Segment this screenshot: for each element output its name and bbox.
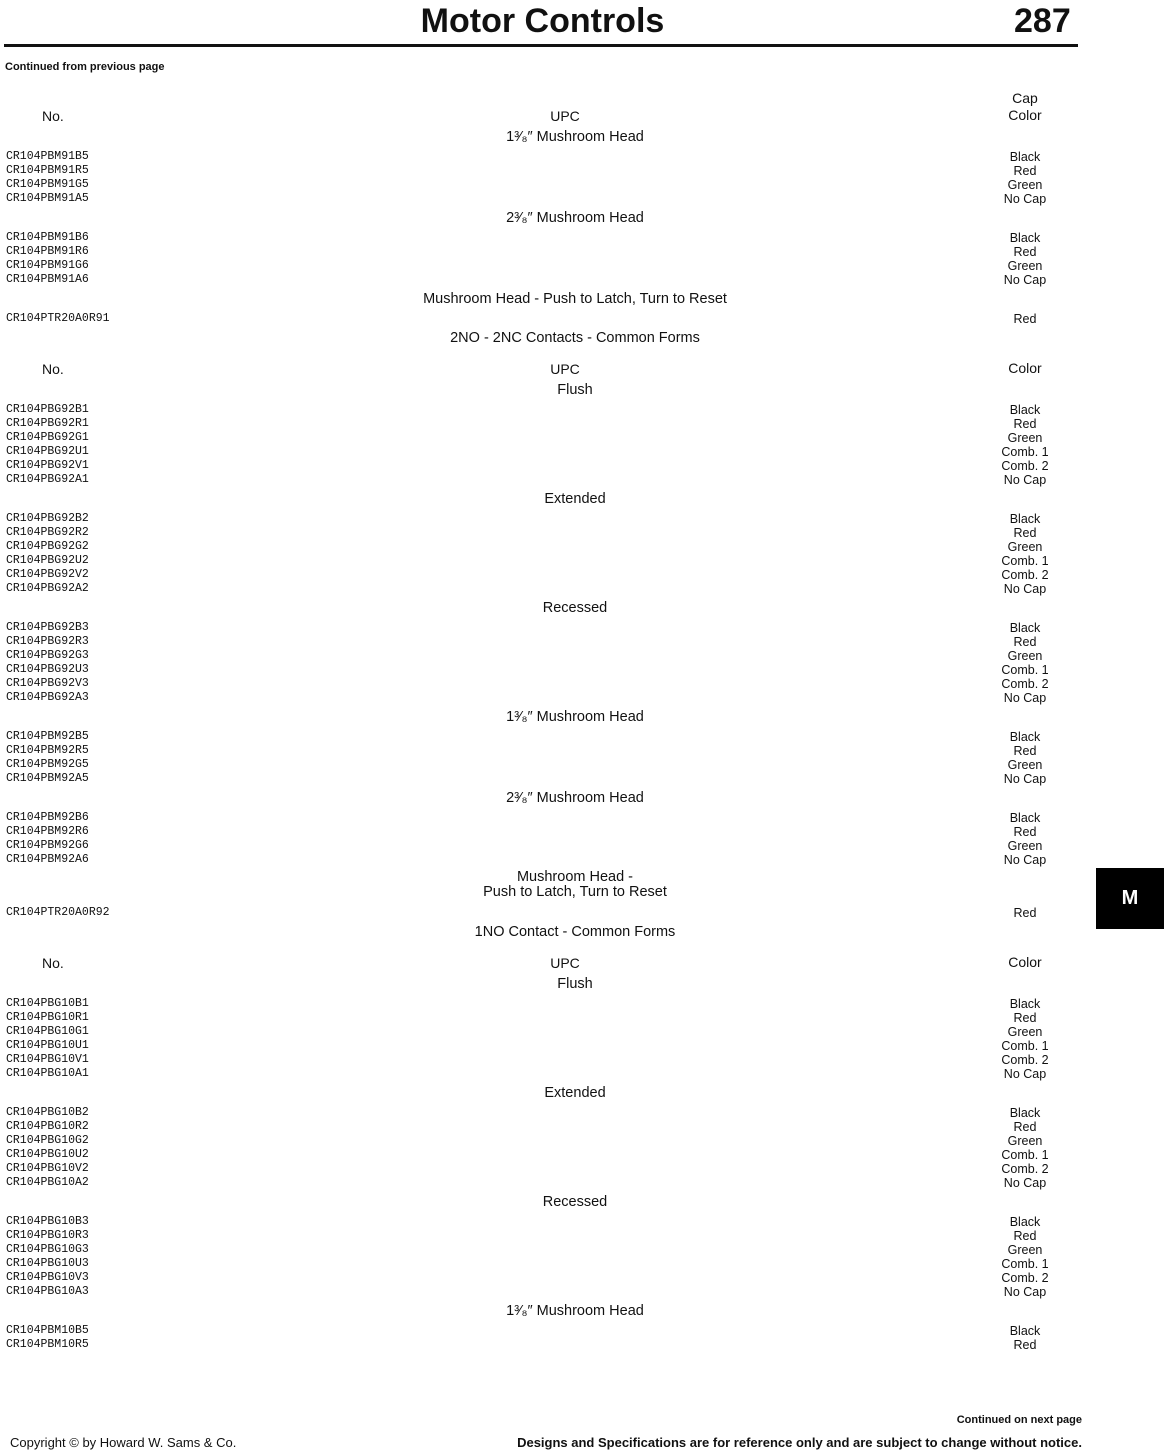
section-heading: Mushroom Head - Push to Latch, Turn to Reset — [483, 869, 667, 900]
section-heading: Extended — [544, 491, 606, 507]
part-number: CR104PBG92V1 — [6, 459, 89, 472]
part-number: CR104PBG10B1 — [6, 997, 89, 1010]
cap-color: No Cap — [1003, 1285, 1047, 1299]
cap-color: Comb. 2 — [1001, 1053, 1049, 1067]
section-heading: 1³⁄₈″ Mushroom Head — [506, 709, 644, 725]
section-heading: 1NO Contact - Common Forms — [474, 924, 676, 940]
cap-color: No Cap — [1003, 473, 1047, 487]
part-row — [0, 259, 1090, 273]
part-group — [0, 148, 1090, 209]
part-row — [0, 512, 1090, 526]
part-group — [0, 1104, 1090, 1193]
part-group — [0, 619, 1090, 708]
part-number: CR104PBG10A3 — [6, 1285, 89, 1298]
part-number: CR104PBG10G1 — [6, 1025, 89, 1038]
cap-color: Red — [1013, 245, 1037, 259]
cap-color: Red — [1013, 526, 1037, 540]
parts-listing — [0, 90, 1090, 1355]
part-number: CR104PBM92B5 — [6, 730, 89, 743]
part-number: CR104PBG92A1 — [6, 473, 89, 486]
part-row — [0, 997, 1090, 1011]
cap-color: Black — [1009, 621, 1041, 635]
cap-color: Comb. 1 — [1001, 554, 1049, 568]
part-row — [0, 839, 1090, 853]
copyright: Copyright © by Howard W. Sams & Co. — [10, 1435, 237, 1450]
part-group — [0, 1213, 1090, 1302]
part-row — [0, 1229, 1090, 1243]
cap-color: No Cap — [1003, 691, 1047, 705]
part-row — [0, 1039, 1090, 1053]
part-row — [0, 1243, 1090, 1257]
cap-color: Black — [1009, 150, 1041, 164]
part-number: CR104PBG92G3 — [6, 649, 89, 662]
cap-color: Comb. 1 — [1001, 1039, 1049, 1053]
part-row — [0, 772, 1090, 786]
part-row — [0, 1011, 1090, 1025]
part-row — [0, 150, 1090, 164]
part-row — [0, 231, 1090, 245]
part-number: CR104PBM91A6 — [6, 273, 89, 286]
cap-color: Black — [1009, 997, 1041, 1011]
cap-color: No Cap — [1003, 772, 1047, 786]
part-row — [0, 1148, 1090, 1162]
column-no: No. — [42, 361, 64, 377]
cap-color: Red — [1013, 825, 1037, 839]
column-upc: UPC — [550, 955, 580, 971]
part-row — [0, 192, 1090, 206]
part-row — [0, 582, 1090, 596]
part-row — [0, 691, 1090, 705]
part-number: CR104PBM92R5 — [6, 744, 89, 757]
part-row — [0, 1053, 1090, 1067]
part-row — [0, 1025, 1090, 1039]
cap-color: Red — [1013, 1120, 1037, 1134]
cap-color: Black — [1009, 811, 1041, 825]
part-number: CR104PBM92B6 — [6, 811, 89, 824]
cap-color: Black — [1009, 1324, 1041, 1338]
part-number: CR104PBM10B5 — [6, 1324, 89, 1337]
part-number: CR104PBM10R5 — [6, 1338, 89, 1351]
part-group — [0, 728, 1090, 789]
part-row — [0, 1067, 1090, 1081]
section-heading: 2NO - 2NC Contacts - Common Forms — [450, 330, 700, 346]
cap-color: Green — [1007, 259, 1043, 273]
part-row — [0, 273, 1090, 287]
cap-color: Black — [1009, 231, 1041, 245]
part-number: CR104PBG92G1 — [6, 431, 89, 444]
part-number: CR104PBM92A5 — [6, 772, 89, 785]
part-row — [0, 164, 1090, 178]
part-row — [0, 459, 1090, 473]
part-number: CR104PBG92R1 — [6, 417, 89, 430]
part-number: CR104PBG10V1 — [6, 1053, 89, 1066]
cap-color: No Cap — [1003, 1176, 1047, 1190]
part-row — [0, 554, 1090, 568]
cap-color: Comb. 1 — [1001, 663, 1049, 677]
part-number: CR104PBM91B5 — [6, 150, 89, 163]
part-row — [0, 1257, 1090, 1271]
cap-color: Black — [1009, 730, 1041, 744]
part-group — [0, 1322, 1090, 1355]
section-heading: 1³⁄₈″ Mushroom Head — [506, 129, 644, 145]
column-upc: UPC — [550, 361, 580, 377]
continued-from-note: Continued from previous page — [5, 61, 165, 73]
part-row — [0, 635, 1090, 649]
column-color: Color — [1008, 954, 1042, 970]
part-row — [0, 811, 1090, 825]
cap-color: Green — [1007, 431, 1043, 445]
part-row — [0, 730, 1090, 744]
part-group — [0, 995, 1090, 1084]
cap-color: No Cap — [1003, 273, 1047, 287]
part-number: CR104PBG92V3 — [6, 677, 89, 690]
column-color: Color — [1008, 360, 1042, 376]
part-row — [0, 1134, 1090, 1148]
cap-color: Red — [1013, 1011, 1037, 1025]
part-number: CR104PBM91B6 — [6, 231, 89, 244]
part-number: CR104PBG10V3 — [6, 1271, 89, 1284]
part-row — [0, 758, 1090, 772]
part-number: CR104PBM91R6 — [6, 245, 89, 258]
section-tab: M — [1096, 868, 1164, 929]
part-row — [0, 677, 1090, 691]
part-group — [0, 809, 1090, 870]
part-number: CR104PBG92B3 — [6, 621, 89, 634]
section-heading: Recessed — [542, 1194, 608, 1210]
part-row — [0, 540, 1090, 554]
cap-color: No Cap — [1003, 582, 1047, 596]
cap-color: Red — [1013, 744, 1037, 758]
part-row — [0, 906, 1090, 920]
part-number: CR104PBG10B2 — [6, 1106, 89, 1119]
part-row — [0, 1106, 1090, 1120]
part-row — [0, 445, 1090, 459]
part-group — [0, 401, 1090, 490]
part-number: CR104PBG10U1 — [6, 1039, 89, 1052]
column-header — [0, 943, 1090, 975]
part-number: CR104PBG92V2 — [6, 568, 89, 581]
part-row — [0, 403, 1090, 417]
cap-color: Red — [1013, 906, 1037, 920]
part-row — [0, 663, 1090, 677]
part-row — [0, 649, 1090, 663]
cap-color: Comb. 2 — [1001, 568, 1049, 582]
section-heading: 1³⁄₈″ Mushroom Head — [506, 1303, 644, 1319]
column-header — [0, 349, 1090, 381]
cap-color: Green — [1007, 178, 1043, 192]
cap-color: Green — [1007, 1134, 1043, 1148]
part-number: CR104PBG10R3 — [6, 1229, 89, 1242]
part-row — [0, 1271, 1090, 1285]
column-color: Cap Color — [1008, 90, 1042, 123]
part-number: CR104PBG92A2 — [6, 582, 89, 595]
part-number: CR104PBM91G6 — [6, 259, 89, 272]
header-rule — [4, 44, 1078, 47]
part-row — [0, 1324, 1090, 1338]
part-number: CR104PBM91R5 — [6, 164, 89, 177]
part-number: CR104PTR20A0R91 — [6, 312, 110, 325]
cap-color: Comb. 1 — [1001, 445, 1049, 459]
section-heading: Extended — [544, 1085, 606, 1101]
part-group — [0, 904, 1090, 923]
part-number: CR104PBG10A1 — [6, 1067, 89, 1080]
part-row — [0, 1176, 1090, 1190]
part-row — [0, 744, 1090, 758]
part-number: CR104PBM92R6 — [6, 825, 89, 838]
part-row — [0, 1285, 1090, 1299]
part-group — [0, 310, 1090, 329]
cap-color: Black — [1009, 512, 1041, 526]
cap-color: Red — [1013, 417, 1037, 431]
section-subheading: Flush — [557, 382, 593, 398]
part-row — [0, 853, 1090, 867]
part-number: CR104PBM92G5 — [6, 758, 89, 771]
part-group — [0, 229, 1090, 290]
part-row — [0, 417, 1090, 431]
section-heading: 2³⁄₈″ Mushroom Head — [506, 790, 644, 806]
part-number: CR104PBG10U3 — [6, 1257, 89, 1270]
part-row — [0, 1120, 1090, 1134]
part-number: CR104PTR20A0R92 — [6, 906, 110, 919]
cap-color: Red — [1013, 1338, 1037, 1352]
cap-color: Red — [1013, 164, 1037, 178]
part-number: CR104PBG92R3 — [6, 635, 89, 648]
part-number: CR104PBM91A5 — [6, 192, 89, 205]
part-row — [0, 245, 1090, 259]
part-number: CR104PBG10V2 — [6, 1162, 89, 1175]
part-number: CR104PBG92U2 — [6, 554, 89, 567]
cap-color: Black — [1009, 1106, 1041, 1120]
cap-color: Green — [1007, 540, 1043, 554]
cap-color: Comb. 2 — [1001, 677, 1049, 691]
disclaimer: Designs and Specifications are for reference only and are subject to change without notice. — [517, 1435, 1082, 1450]
column-no: No. — [42, 108, 64, 124]
part-group — [0, 510, 1090, 599]
part-row — [0, 1338, 1090, 1352]
part-number: CR104PBM92A6 — [6, 853, 89, 866]
part-number: CR104PBG10B3 — [6, 1215, 89, 1228]
part-row — [0, 473, 1090, 487]
section-heading: Recessed — [542, 600, 608, 616]
page-number: 287 — [1014, 2, 1071, 40]
part-number: CR104PBG92B1 — [6, 403, 89, 416]
cap-color: Red — [1013, 312, 1037, 326]
section-subheading: Flush — [557, 976, 593, 992]
column-no: No. — [42, 955, 64, 971]
section-heading: Mushroom Head - Push to Latch, Turn to Reset — [423, 291, 727, 307]
cap-color: Red — [1013, 635, 1037, 649]
part-row — [0, 312, 1090, 326]
cap-color: Comb. 2 — [1001, 1162, 1049, 1176]
section-heading: 2³⁄₈″ Mushroom Head — [506, 210, 644, 226]
part-row — [0, 526, 1090, 540]
cap-color: No Cap — [1003, 853, 1047, 867]
cap-color: Green — [1007, 1025, 1043, 1039]
part-number: CR104PBG10A2 — [6, 1176, 89, 1189]
cap-color: Comb. 1 — [1001, 1148, 1049, 1162]
cap-color: Black — [1009, 403, 1041, 417]
part-row — [0, 431, 1090, 445]
part-number: CR104PBG10G2 — [6, 1134, 89, 1147]
part-row — [0, 178, 1090, 192]
part-number: CR104PBG10G3 — [6, 1243, 89, 1256]
cap-color: Green — [1007, 1243, 1043, 1257]
cap-color: Black — [1009, 1215, 1041, 1229]
part-number: CR104PBG92U3 — [6, 663, 89, 676]
part-number: CR104PBG92A3 — [6, 691, 89, 704]
part-number: CR104PBM91G5 — [6, 178, 89, 191]
part-row — [0, 568, 1090, 582]
cap-color: Comb. 2 — [1001, 459, 1049, 473]
cap-color: Green — [1007, 649, 1043, 663]
cap-color: Red — [1013, 1229, 1037, 1243]
cap-color: Comb. 2 — [1001, 1271, 1049, 1285]
page-title: Motor Controls — [420, 2, 665, 40]
column-header — [0, 90, 1090, 128]
continued-next-note: Continued on next page — [956, 1414, 1082, 1426]
part-row — [0, 1162, 1090, 1176]
part-row — [0, 1215, 1090, 1229]
column-upc: UPC — [550, 108, 580, 124]
part-row — [0, 825, 1090, 839]
part-number: CR104PBG92R2 — [6, 526, 89, 539]
part-number: CR104PBM92G6 — [6, 839, 89, 852]
part-number: CR104PBG92G2 — [6, 540, 89, 553]
cap-color: No Cap — [1003, 1067, 1047, 1081]
cap-color: Green — [1007, 758, 1043, 772]
part-number: CR104PBG92B2 — [6, 512, 89, 525]
part-number: CR104PBG10U2 — [6, 1148, 89, 1161]
cap-color: Green — [1007, 839, 1043, 853]
part-number: CR104PBG10R1 — [6, 1011, 89, 1024]
part-number: CR104PBG92U1 — [6, 445, 89, 458]
part-number: CR104PBG10R2 — [6, 1120, 89, 1133]
cap-color: Comb. 1 — [1001, 1257, 1049, 1271]
part-row — [0, 621, 1090, 635]
cap-color: No Cap — [1003, 192, 1047, 206]
